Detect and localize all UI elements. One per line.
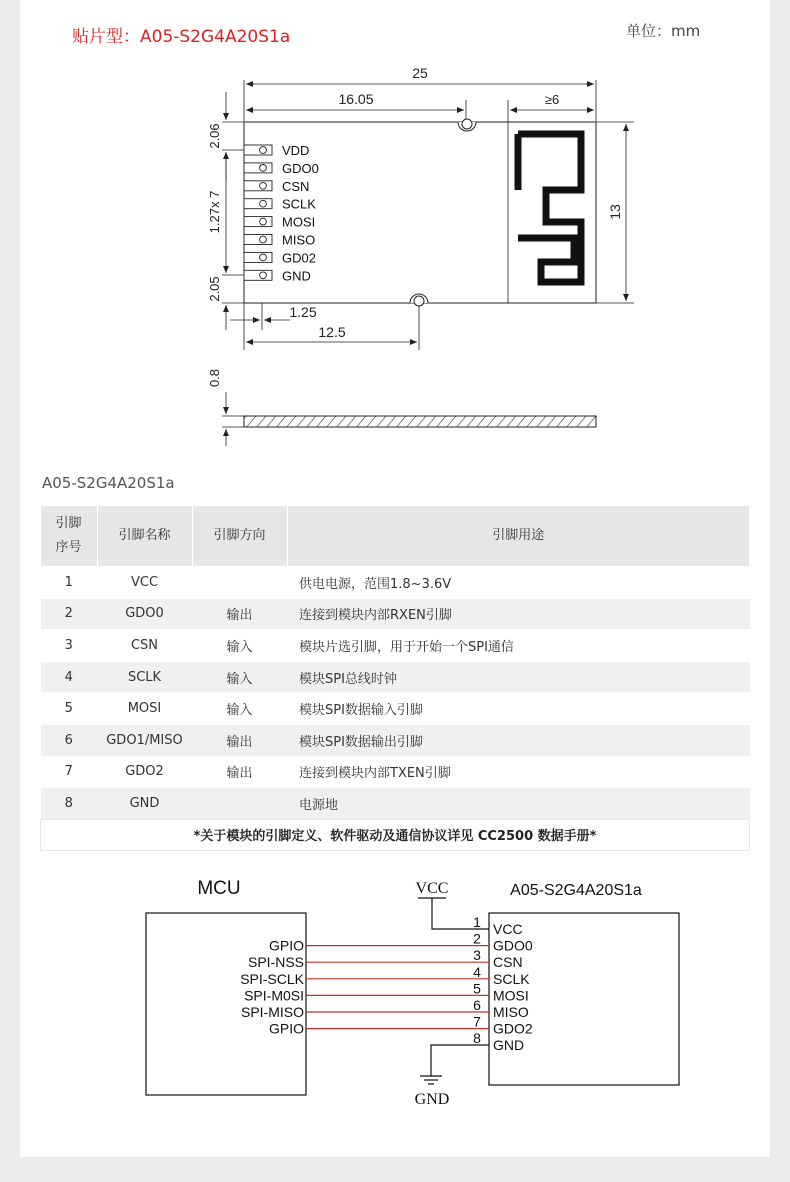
cell-pin-direction: 输出 — [192, 598, 287, 630]
dim-pin-width: 1.25 — [289, 304, 317, 320]
header-pin-usage: 引脚用途 — [287, 506, 750, 567]
dim-thickness: 0.8 — [207, 368, 222, 388]
cell-pin-usage: 连接到模块内部TXEN引脚 — [287, 756, 750, 788]
pin-label: MISO — [282, 232, 316, 248]
dim-pitch: 1.27x 7 — [207, 190, 222, 234]
table-note: *关于模块的引脚定义、软件驱动及通信协议详见 CC2500 数据手册* — [41, 819, 750, 850]
module-pin-name: VCC — [493, 921, 523, 937]
module-pin-number: 3 — [473, 947, 481, 964]
pin-pad — [244, 235, 272, 245]
cell-pin-direction: 输入 — [192, 630, 287, 662]
cell-pin-name: GDO0 — [97, 598, 192, 630]
pin-hole — [260, 147, 267, 154]
gnd-wire — [431, 1045, 489, 1076]
cell-pin-no: 3 — [41, 630, 98, 662]
header-pin-direction: 引脚方向 — [192, 506, 287, 567]
table-row — [41, 630, 750, 662]
header-pin-no: 引脚 序号 — [41, 506, 98, 567]
board-side-view — [244, 416, 596, 427]
cell-pin-no: 2 — [41, 598, 98, 630]
mcu-pin-label: SPI-M0SI — [244, 987, 304, 1004]
wiring-diagram — [0, 860, 790, 1120]
module-pin-number: 8 — [473, 1030, 481, 1047]
cell-pin-direction: 输出 — [192, 724, 287, 756]
table-row — [41, 788, 750, 820]
module-pin-name: GND — [493, 1037, 525, 1054]
cell-pin-usage: 模块SPI数据输出引脚 — [287, 724, 750, 756]
pin-pad — [244, 252, 272, 262]
pin-hole — [260, 272, 267, 279]
cell-pin-name: SCLK — [97, 661, 192, 693]
mcu-pin-label: SPI-NSS — [247, 954, 304, 971]
dim-hole-offset: 12.5 — [318, 324, 346, 340]
pin-pad — [244, 270, 272, 280]
pin-hole — [260, 236, 267, 243]
cell-pin-name: GND — [97, 788, 192, 820]
table-row — [41, 756, 750, 788]
cell-pin-direction — [192, 567, 287, 599]
gnd-label: GND — [414, 1091, 450, 1108]
cell-pin-name: CSN — [97, 630, 192, 662]
table-row — [41, 598, 750, 630]
pin-label: MOSI — [282, 214, 316, 230]
table-row — [41, 567, 750, 599]
module-pin-number: 2 — [473, 930, 481, 947]
dim-top-margin: 2.06 — [207, 123, 222, 149]
pin-pad — [244, 217, 272, 227]
cell-pin-usage: 供电电源，范围1.8~3.6V — [287, 567, 750, 599]
pin-hole — [260, 165, 267, 172]
dim-total-width: 25 — [412, 65, 428, 81]
dim-height: 13 — [607, 204, 623, 220]
pin-hole — [260, 200, 267, 207]
pin-table — [40, 506, 750, 851]
cell-pin-direction: 输入 — [192, 693, 287, 725]
vcc-label: VCC — [415, 880, 449, 897]
mcu-pin-label: GPIO — [268, 1020, 304, 1037]
module-title: A05-S2G4A20S1a — [510, 882, 642, 899]
cell-pin-no: 8 — [41, 788, 98, 820]
module-pin-name: CSN — [493, 954, 523, 971]
module-pin-number: 4 — [473, 963, 481, 980]
module-pin-name: GDO2 — [493, 1020, 533, 1037]
pin-label: VDD — [282, 143, 310, 158]
mcu-title: MCU — [197, 878, 241, 899]
pin-label: GDO0 — [282, 160, 319, 176]
dimension-drawing — [0, 0, 790, 470]
cell-pin-name: VCC — [97, 567, 192, 599]
page-title: 贴片型：A05-S2G4A20S1a — [72, 27, 291, 47]
module-pin-number: 6 — [473, 997, 481, 1013]
mcu-pin-label: GPIO — [268, 937, 304, 954]
cell-pin-usage: 模块SPI总线时钟 — [287, 661, 750, 693]
module-pin-number: 1 — [473, 914, 481, 930]
cell-pin-no: 5 — [41, 693, 98, 725]
cell-pin-name: GDO2 — [97, 756, 192, 788]
pin-label: CSN — [282, 178, 310, 194]
pin-label: GD02 — [282, 250, 316, 266]
module-pin-name: MISO — [493, 1004, 529, 1020]
cell-pin-direction — [192, 788, 287, 820]
cell-pin-usage: 模块SPI数据输入引脚 — [287, 693, 750, 725]
pin-pad — [244, 145, 272, 155]
pin-hole — [260, 254, 267, 261]
pin-label: GND — [282, 268, 311, 284]
mcu-pin-label: SPI-SCLK — [240, 970, 304, 987]
cell-pin-direction: 输入 — [192, 661, 287, 693]
pin-label: SCLK — [282, 196, 316, 212]
module-pin-name: MOSI — [493, 987, 529, 1004]
dim-pin-offset: 16.05 — [338, 91, 374, 107]
table-row — [41, 724, 750, 756]
cell-pin-no: 7 — [41, 756, 98, 788]
cell-pin-usage: 连接到模块内部RXEN引脚 — [287, 598, 750, 630]
cell-pin-no: 1 — [41, 567, 98, 599]
module-pin-number: 7 — [473, 1013, 481, 1030]
pin-hole — [260, 218, 267, 225]
pin-pad — [244, 181, 272, 191]
pin-pad — [244, 199, 272, 209]
cell-pin-no: 6 — [41, 724, 98, 756]
table-row — [41, 661, 750, 693]
module-pin-name: GDO0 — [493, 937, 533, 954]
unit-label: 单位：mm — [626, 22, 701, 40]
module-pin-name: SCLK — [493, 970, 530, 987]
pin-pad — [244, 163, 272, 173]
table-row — [41, 693, 750, 725]
cell-pin-usage: 模块片选引脚，用于开始一个SPI通信 — [287, 630, 750, 662]
header-pin-name: 引脚名称 — [97, 506, 192, 567]
pin-hole — [260, 182, 267, 189]
module-pin-number: 5 — [473, 980, 481, 997]
cell-pin-name: MOSI — [97, 693, 192, 725]
dim-antenna-clearance: ≥6 — [544, 92, 560, 107]
cell-pin-direction: 输出 — [192, 756, 287, 788]
table-note-row — [41, 819, 750, 850]
dim-bottom-margin: 2.05 — [207, 276, 222, 302]
cell-pin-name: GDO1/MISO — [97, 724, 192, 756]
cell-pin-usage: 电源地 — [287, 788, 750, 820]
mcu-pin-label: SPI-MISO — [240, 1004, 304, 1020]
cell-pin-no: 4 — [41, 661, 98, 693]
table-caption: A05-S2G4A20S1a — [42, 474, 175, 492]
table-header-row — [41, 506, 750, 567]
